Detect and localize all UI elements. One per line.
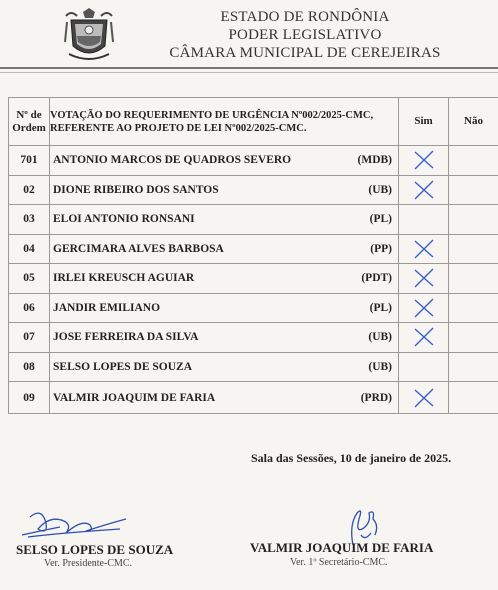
vote-row [9, 293, 498, 323]
vote-no-cell [449, 352, 498, 382]
councilor-name: JANDIR EMILIANO [53, 301, 161, 314]
header-divider [0, 67, 498, 69]
signature-president [20, 505, 130, 545]
secretary-name: VALMIR JOAQUIM DE FARIA [250, 540, 434, 555]
vote-order: 03 [9, 205, 50, 235]
vote-row [9, 382, 498, 414]
vote-yes-cell [399, 323, 449, 353]
councilor-name: ELOI ANTONIO RONSANI [53, 213, 195, 226]
vote-row [9, 323, 498, 353]
column-no-header: Não [449, 98, 498, 146]
councilor-cell [50, 293, 399, 323]
vote-check-x-icon [412, 149, 436, 171]
vote-order: 04 [9, 234, 50, 264]
vote-no-cell [449, 205, 498, 235]
councilor-party: (UB) [368, 331, 393, 344]
vote-row [9, 352, 498, 382]
councilor-party: (PP) [370, 242, 393, 255]
councilor-name: GERCIMARA ALVES BARBOSA [53, 242, 224, 255]
column-order-header: Nº de Ordem [9, 98, 50, 146]
vote-no-cell [449, 382, 498, 414]
councilor-party: (PDT) [361, 272, 393, 285]
vote-order: 09 [9, 382, 50, 414]
councilor-name: VALMIR JOAQUIM DE FARIA [53, 391, 216, 404]
vote-check-x-icon [412, 179, 436, 201]
councilor-party: (UB) [368, 183, 393, 196]
vote-check-x-icon [412, 387, 436, 409]
councilor-name: ANTONIO MARCOS DE QUADROS SEVERO [53, 154, 292, 167]
vote-yes-cell [399, 146, 449, 176]
vote-yes-cell [399, 205, 449, 235]
secretary-role: Ver. 1º Secretário-CMC. [290, 557, 388, 568]
vote-check-x-icon [412, 267, 436, 289]
councilor-party: (MDB) [357, 154, 393, 167]
vote-row [9, 234, 498, 264]
vote-order: 02 [9, 175, 50, 205]
vote-row [9, 175, 498, 205]
vote-no-cell [449, 264, 498, 294]
voting-table [8, 97, 498, 414]
vote-no-cell [449, 234, 498, 264]
councilor-name: SELSO LOPES DE SOUZA [53, 360, 193, 373]
councilor-cell [50, 234, 399, 264]
councilor-cell [50, 175, 399, 205]
vote-yes-cell [399, 264, 449, 294]
vote-rows [9, 146, 498, 414]
councilor-cell [50, 264, 399, 294]
place-date: Sala das Sessões, 10 de janeiro de 2025. [251, 451, 452, 465]
councilor-cell [50, 323, 399, 353]
vote-order: 06 [9, 293, 50, 323]
coat-of-arms-emblem [63, 6, 115, 64]
president-role: Ver. Presidente-CMC. [44, 558, 133, 569]
header-divider-thin [0, 72, 498, 73]
councilor-party: (PL) [369, 301, 393, 314]
vote-yes-cell [399, 352, 449, 382]
councilor-name: JOSE FERREIRA DA SILVA [53, 331, 199, 344]
councilor-party: (PRD) [360, 391, 393, 404]
vote-check-x-icon [412, 326, 436, 348]
letterhead [120, 8, 490, 62]
vote-yes-cell [399, 175, 449, 205]
header-state: ESTADO DE RONDÔNIA [220, 9, 390, 25]
councilor-cell [50, 146, 399, 176]
header-power: PODER LEGISLATIVO [228, 27, 382, 43]
vote-row [9, 264, 498, 294]
councilor-cell [50, 205, 399, 235]
councilor-name: IRLEI KREUSCH AGUIAR [53, 272, 195, 285]
vote-no-cell [449, 175, 498, 205]
vote-check-x-icon [412, 238, 436, 260]
president-name: SELSO LOPES DE SOUZA [16, 542, 174, 557]
vote-no-cell [449, 146, 498, 176]
vote-yes-cell [399, 382, 449, 414]
councilor-party: (PL) [369, 213, 393, 226]
vote-no-cell [449, 323, 498, 353]
vote-order: 701 [9, 146, 50, 176]
vote-check-x-icon [412, 297, 436, 319]
header-chamber: CÂMARA MUNICIPAL DE CEREJEIRAS [169, 45, 441, 61]
table-header-row [9, 98, 498, 146]
vote-row [9, 205, 498, 235]
vote-row [9, 146, 498, 176]
councilor-cell [50, 352, 399, 382]
vote-order: 05 [9, 264, 50, 294]
column-title-header: VOTAÇÃO DO REQUERIMENTO DE URGÊNCIA Nº002/2025-CMC, REFERENTE AO PROJETO DE LEI Nº002/2025-CMC. [50, 98, 399, 146]
vote-yes-cell [399, 293, 449, 323]
vote-no-cell [449, 293, 498, 323]
councilor-name: DIONE RIBEIRO DOS SANTOS [53, 183, 219, 196]
column-yes-header: Sim [399, 98, 449, 146]
councilor-cell [50, 382, 399, 414]
vote-order: 08 [9, 352, 50, 382]
vote-order: 07 [9, 323, 50, 353]
councilor-party: (UB) [368, 360, 393, 373]
vote-yes-cell [399, 234, 449, 264]
